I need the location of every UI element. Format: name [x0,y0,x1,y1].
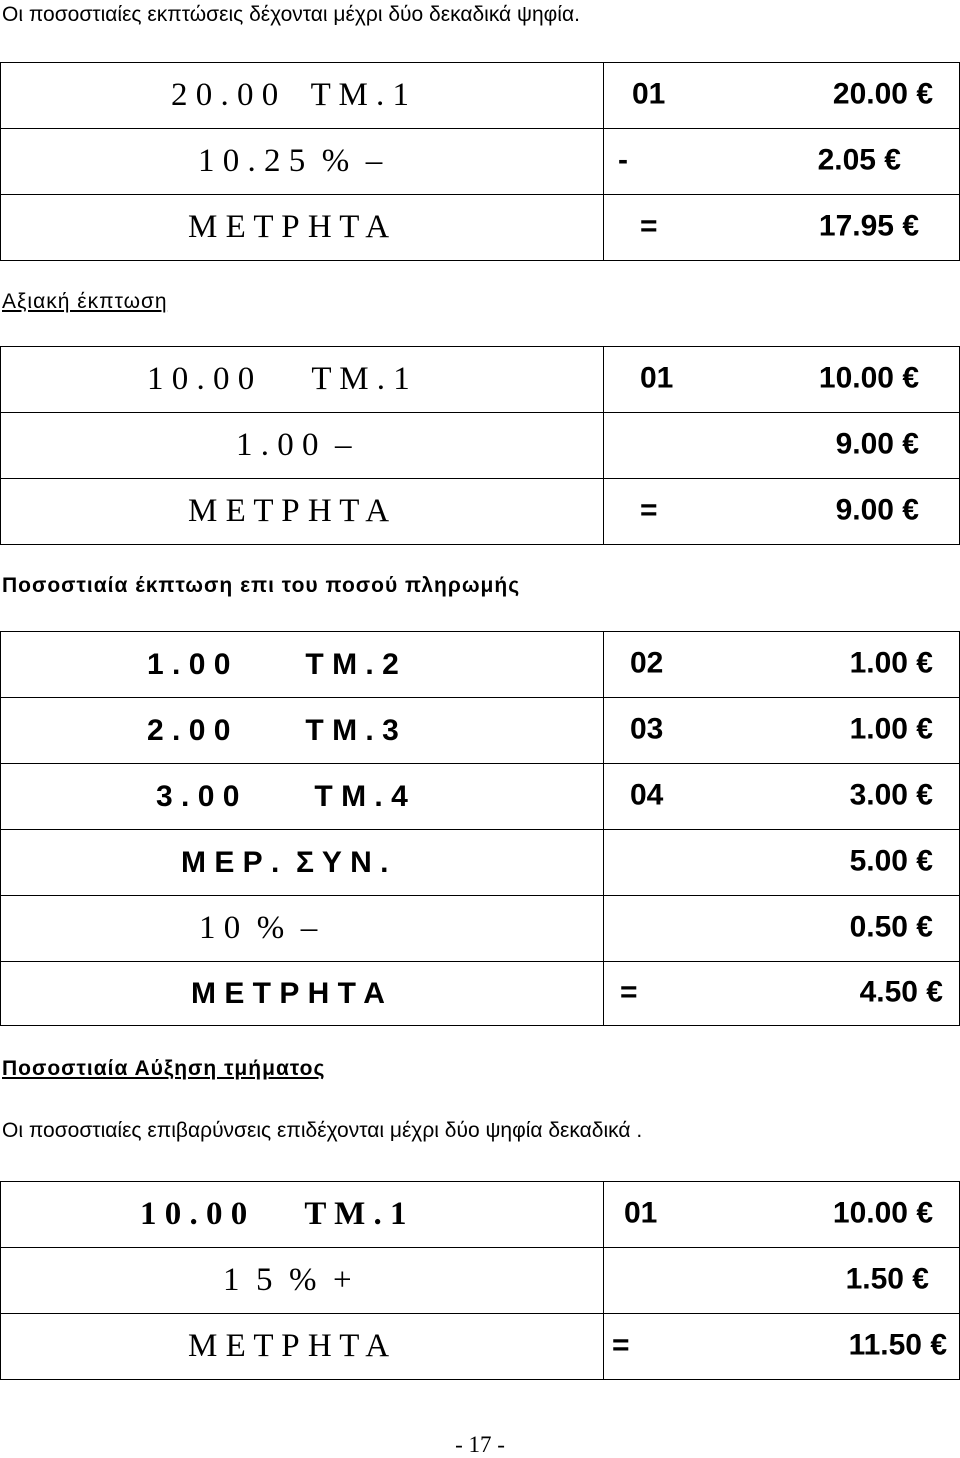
heading-percent-increase: Ποσοστιαία Αύξηση τμήματος [2,1057,326,1080]
receipt-row [1,830,960,896]
row-label: 2 . 0 0 Τ Μ . 3 [147,713,399,747]
heading-value-discount: Αξιακή έκπτωση [2,290,168,313]
department-code: 02 [630,646,664,680]
row-amount: 10.00 € [832,1196,933,1230]
row-amount: 1.00 € [849,646,933,680]
receipt-example-payment-discount [0,631,960,1026]
receipt-row [1,63,960,129]
row-amount: 9.00 € [835,493,919,527]
receipt-row [1,764,960,830]
row-amount: 9.00 € [835,427,919,461]
department-code: = [640,493,658,527]
row-label: Μ Ε Ρ . Σ Υ Ν . [181,845,389,879]
department-code: 01 [632,77,666,111]
receipt-row [1,479,960,545]
row-label: 3 . 0 0 Τ Μ . 4 [156,779,408,813]
row-amount: 10.00 € [818,361,919,395]
row-label: 1 0 . 0 0 Τ Μ . 1 [147,361,410,397]
row-label: 1 . 0 0 – [236,427,352,463]
receipt-example-percent-discount [0,62,960,261]
receipt-row [1,1314,960,1380]
row-amount: 4.50 € [859,975,943,1009]
row-label: Μ Ε Τ Ρ Η Τ Α [188,1328,390,1364]
department-code: = [640,209,658,243]
department-code: 01 [624,1196,658,1230]
row-amount: 5.00 € [849,844,933,878]
row-amount: 3.00 € [849,778,933,812]
receipt-row [1,698,960,764]
row-label: 1 0 . 2 5 % – [198,143,383,179]
receipt-row [1,413,960,479]
row-label: Μ Ε Τ Ρ Η Τ Α [188,209,390,245]
row-amount: 1.00 € [849,712,933,746]
row-amount: 0.50 € [849,910,933,944]
page-number: - 17 - [455,1432,505,1457]
row-label: 1 0 . 0 0 Τ Μ . 1 [140,1196,407,1232]
row-amount: 17.95 € [818,209,919,243]
row-label: 2 0 . 0 0 Τ Μ . 1 [171,77,410,113]
row-label: 1 0 % – [199,910,318,946]
department-code: 04 [630,778,664,812]
department-code: = [612,1328,630,1362]
department-code: - [618,143,628,177]
receipt-row [1,1248,960,1314]
row-label: 1 . 0 0 Τ Μ . 2 [147,647,399,681]
receipt-row [1,195,960,261]
row-label: Μ Ε Τ Ρ Η Τ Α [188,493,390,529]
receipt-row [1,1182,960,1248]
receipt-row [1,632,960,698]
row-label: 1 5 % + [223,1262,352,1298]
row-amount: 2.05 € [817,143,901,177]
row-amount: 1.50 € [845,1262,929,1296]
receipt-row [1,347,960,413]
receipt-row [1,129,960,195]
department-code: 01 [640,361,674,395]
row-label: Μ Ε Τ Ρ Η Τ Α [191,976,385,1010]
receipt-example-percent-increase [0,1181,960,1380]
receipt-row [1,896,960,962]
row-amount: 20.00 € [832,77,933,111]
receipt-row [1,962,960,1026]
increase-text: Οι ποσοστιαίες επιβαρύνσεις επιδέχονται μέχρι δύο ψηφία δεκαδικά . [2,1119,643,1142]
department-code: = [620,975,638,1009]
heading-percent-discount-on-payment: Ποσοστιαία έκπτωση επι του ποσού πληρωμής [2,574,521,597]
intro-text: Οι ποσοστιαίες εκπτώσεις δέχονται μέχρι δύο δεκαδικά ψηφία. [2,3,580,26]
receipt-example-value-discount [0,346,960,545]
row-amount: 11.50 € [848,1328,947,1362]
department-code: 03 [630,712,664,746]
